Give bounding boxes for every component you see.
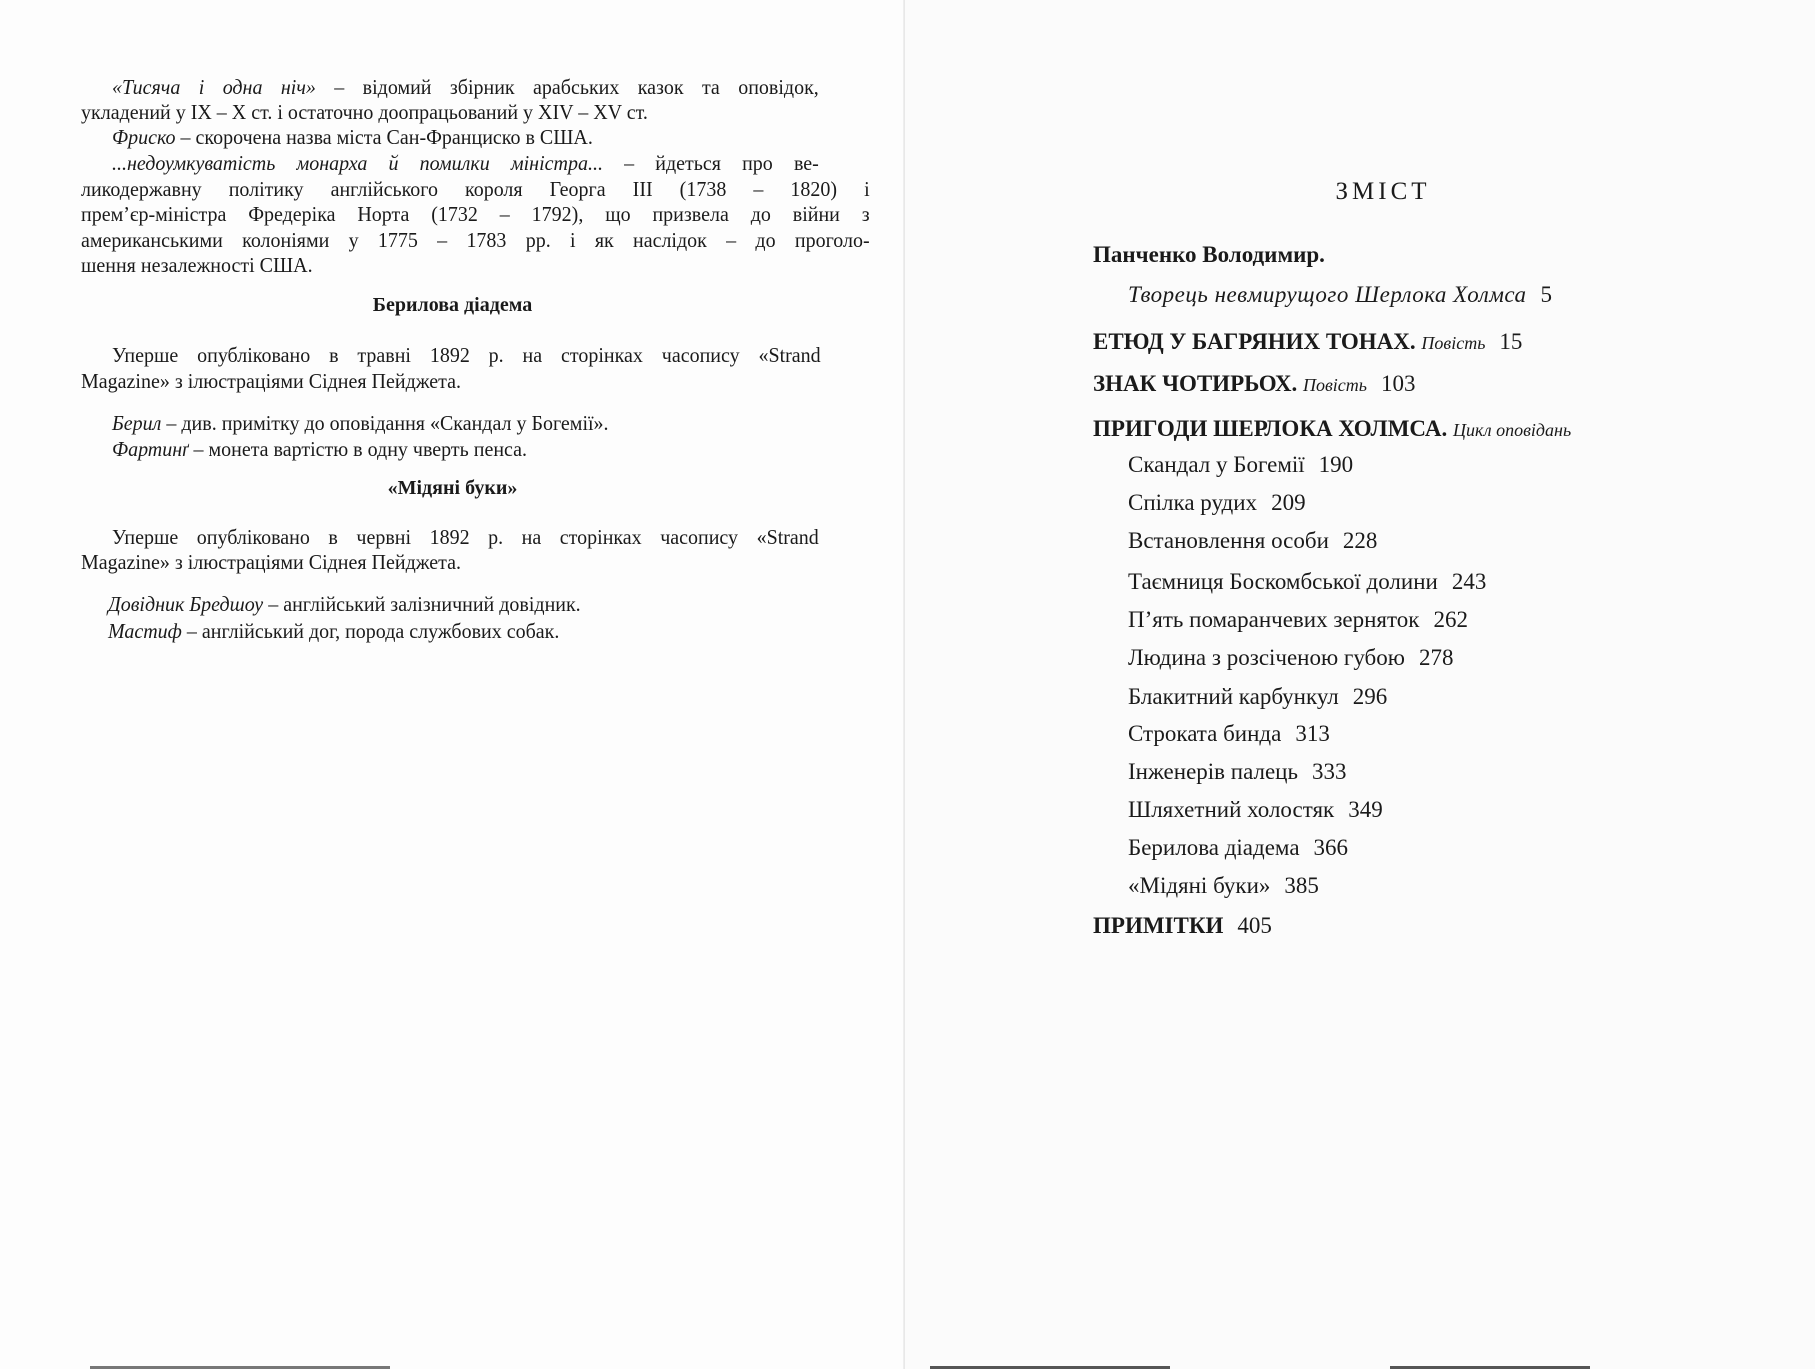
note-line: Мастиф – англійський дог, порода службових собак. xyxy=(108,619,560,643)
page-number: 190 xyxy=(1318,452,1354,477)
toc-story-entry[interactable] xyxy=(1128,872,1319,900)
toc-story-entry[interactable] xyxy=(1128,606,1468,634)
note-line: ...недоумкуватість монарха й помилки міністра... – йдеться про ве- xyxy=(112,151,819,175)
toc-story-entry[interactable] xyxy=(1128,489,1306,517)
left-page xyxy=(0,0,905,1369)
story-title: Спілка рудих xyxy=(1128,490,1258,515)
story-title: Шляхетний холостяк xyxy=(1128,797,1335,822)
story-title: Скандал у Богемії xyxy=(1128,452,1305,477)
toc-story-entry[interactable] xyxy=(1128,683,1387,711)
toc-story-entry[interactable] xyxy=(1128,758,1346,786)
publication-line: Magazine» з ілюстраціями Сіднея Пейджета. xyxy=(81,550,462,574)
section-heading: Берилова діадема xyxy=(372,294,533,316)
story-title: Таємниця Боскомбської долини xyxy=(1128,569,1438,594)
toc-story-entry[interactable] xyxy=(1128,451,1353,479)
toc-entry[interactable]: ПРИГОДИ ШЕРЛОКА ХОЛМСА. Цикл оповідань xyxy=(1093,416,1572,441)
note-line: Фриско – скорочена назва міста Сан-Франциско в США. xyxy=(112,125,593,149)
note-line: прем’єр-міністра Фредеріка Норта (1732 – 1792), що призвела до війни з xyxy=(81,202,870,226)
page-number: 262 xyxy=(1433,607,1468,632)
page-number: 296 xyxy=(1352,684,1388,709)
note-line: шення незалежності США. xyxy=(81,253,313,277)
story-title: «Мідяні буки» xyxy=(1128,873,1271,898)
toc-story-entry[interactable] xyxy=(1128,834,1348,862)
toc-entry[interactable]: Панченко Володимир. xyxy=(1093,242,1325,267)
page-number: 366 xyxy=(1313,835,1349,860)
story-title: Строката бинда xyxy=(1128,721,1282,746)
note-line: Довідник Бредшоу – англійський залізничний довідник. xyxy=(108,592,581,616)
story-title: П’ять помаранчевих зерняток xyxy=(1128,607,1420,632)
note-line: «Тисяча і одна ніч» – відомий збірник арабських казок та оповідок, xyxy=(112,75,819,99)
toc-story-entry[interactable] xyxy=(1128,568,1486,596)
toc-story-entry[interactable] xyxy=(1128,644,1453,672)
story-title: Людина з розсіченою губою xyxy=(1128,645,1405,670)
toc-story-entry[interactable] xyxy=(1128,527,1377,555)
story-title: Берилова діадема xyxy=(1128,835,1300,860)
toc-entry[interactable]: ЕТЮД У БАГРЯНИХ ТОНАХ. Повість 15 xyxy=(1093,329,1523,354)
section-heading: «Мідяні буки» xyxy=(387,477,518,499)
page-number: 209 xyxy=(1271,490,1306,515)
page-number: 349 xyxy=(1348,797,1383,822)
story-title: Встановлення особи xyxy=(1128,528,1329,553)
page-number: 333 xyxy=(1311,759,1347,784)
page-number: 228 xyxy=(1342,528,1378,553)
toc-entry[interactable]: Творець невмирущого Шерлока Холмса 5 xyxy=(1128,282,1553,307)
note-line: ликодержавну політику англійського короля Георга III (1738 – 1820) і xyxy=(81,177,870,201)
note-line: укладений у IX – X ст. і остаточно доопрацьований у XIV – XV ст. xyxy=(81,100,648,124)
note-line: Берил – див. примітку до оповідання «Скандал у Богемії». xyxy=(112,411,609,435)
toc-story-entry[interactable] xyxy=(1128,720,1330,748)
toc-entry[interactable]: ПРИМІТКИ 405 xyxy=(1093,913,1272,938)
note-line: американськими колоніями у 1775 – 1783 рр. і як наслідок – до проголо- xyxy=(81,228,870,252)
toc-entry[interactable]: ЗНАК ЧОТИРЬОХ. Повість 103 xyxy=(1093,371,1416,396)
note-line: Фартинґ – монета вартістю в одну чверть пенса. xyxy=(112,437,528,461)
story-title: Інженерів палець xyxy=(1128,759,1298,784)
publication-line: Magazine» з ілюстраціями Сіднея Пейджета. xyxy=(81,369,462,393)
story-title: Блакитний карбункул xyxy=(1128,684,1339,709)
page-number: 313 xyxy=(1295,721,1330,746)
page-number: 278 xyxy=(1418,645,1454,670)
toc-title: ЗМІСТ xyxy=(1335,178,1431,205)
publication-line: Уперше опубліковано в червні 1892 р. на сторінках часопису «Strand xyxy=(112,525,819,549)
toc-story-entry[interactable] xyxy=(1128,796,1383,824)
page-number: 243 xyxy=(1451,569,1487,594)
page-number: 385 xyxy=(1284,873,1319,898)
publication-line: Уперше опубліковано в травні 1892 р. на сторінках часопису «Strand xyxy=(112,343,821,367)
